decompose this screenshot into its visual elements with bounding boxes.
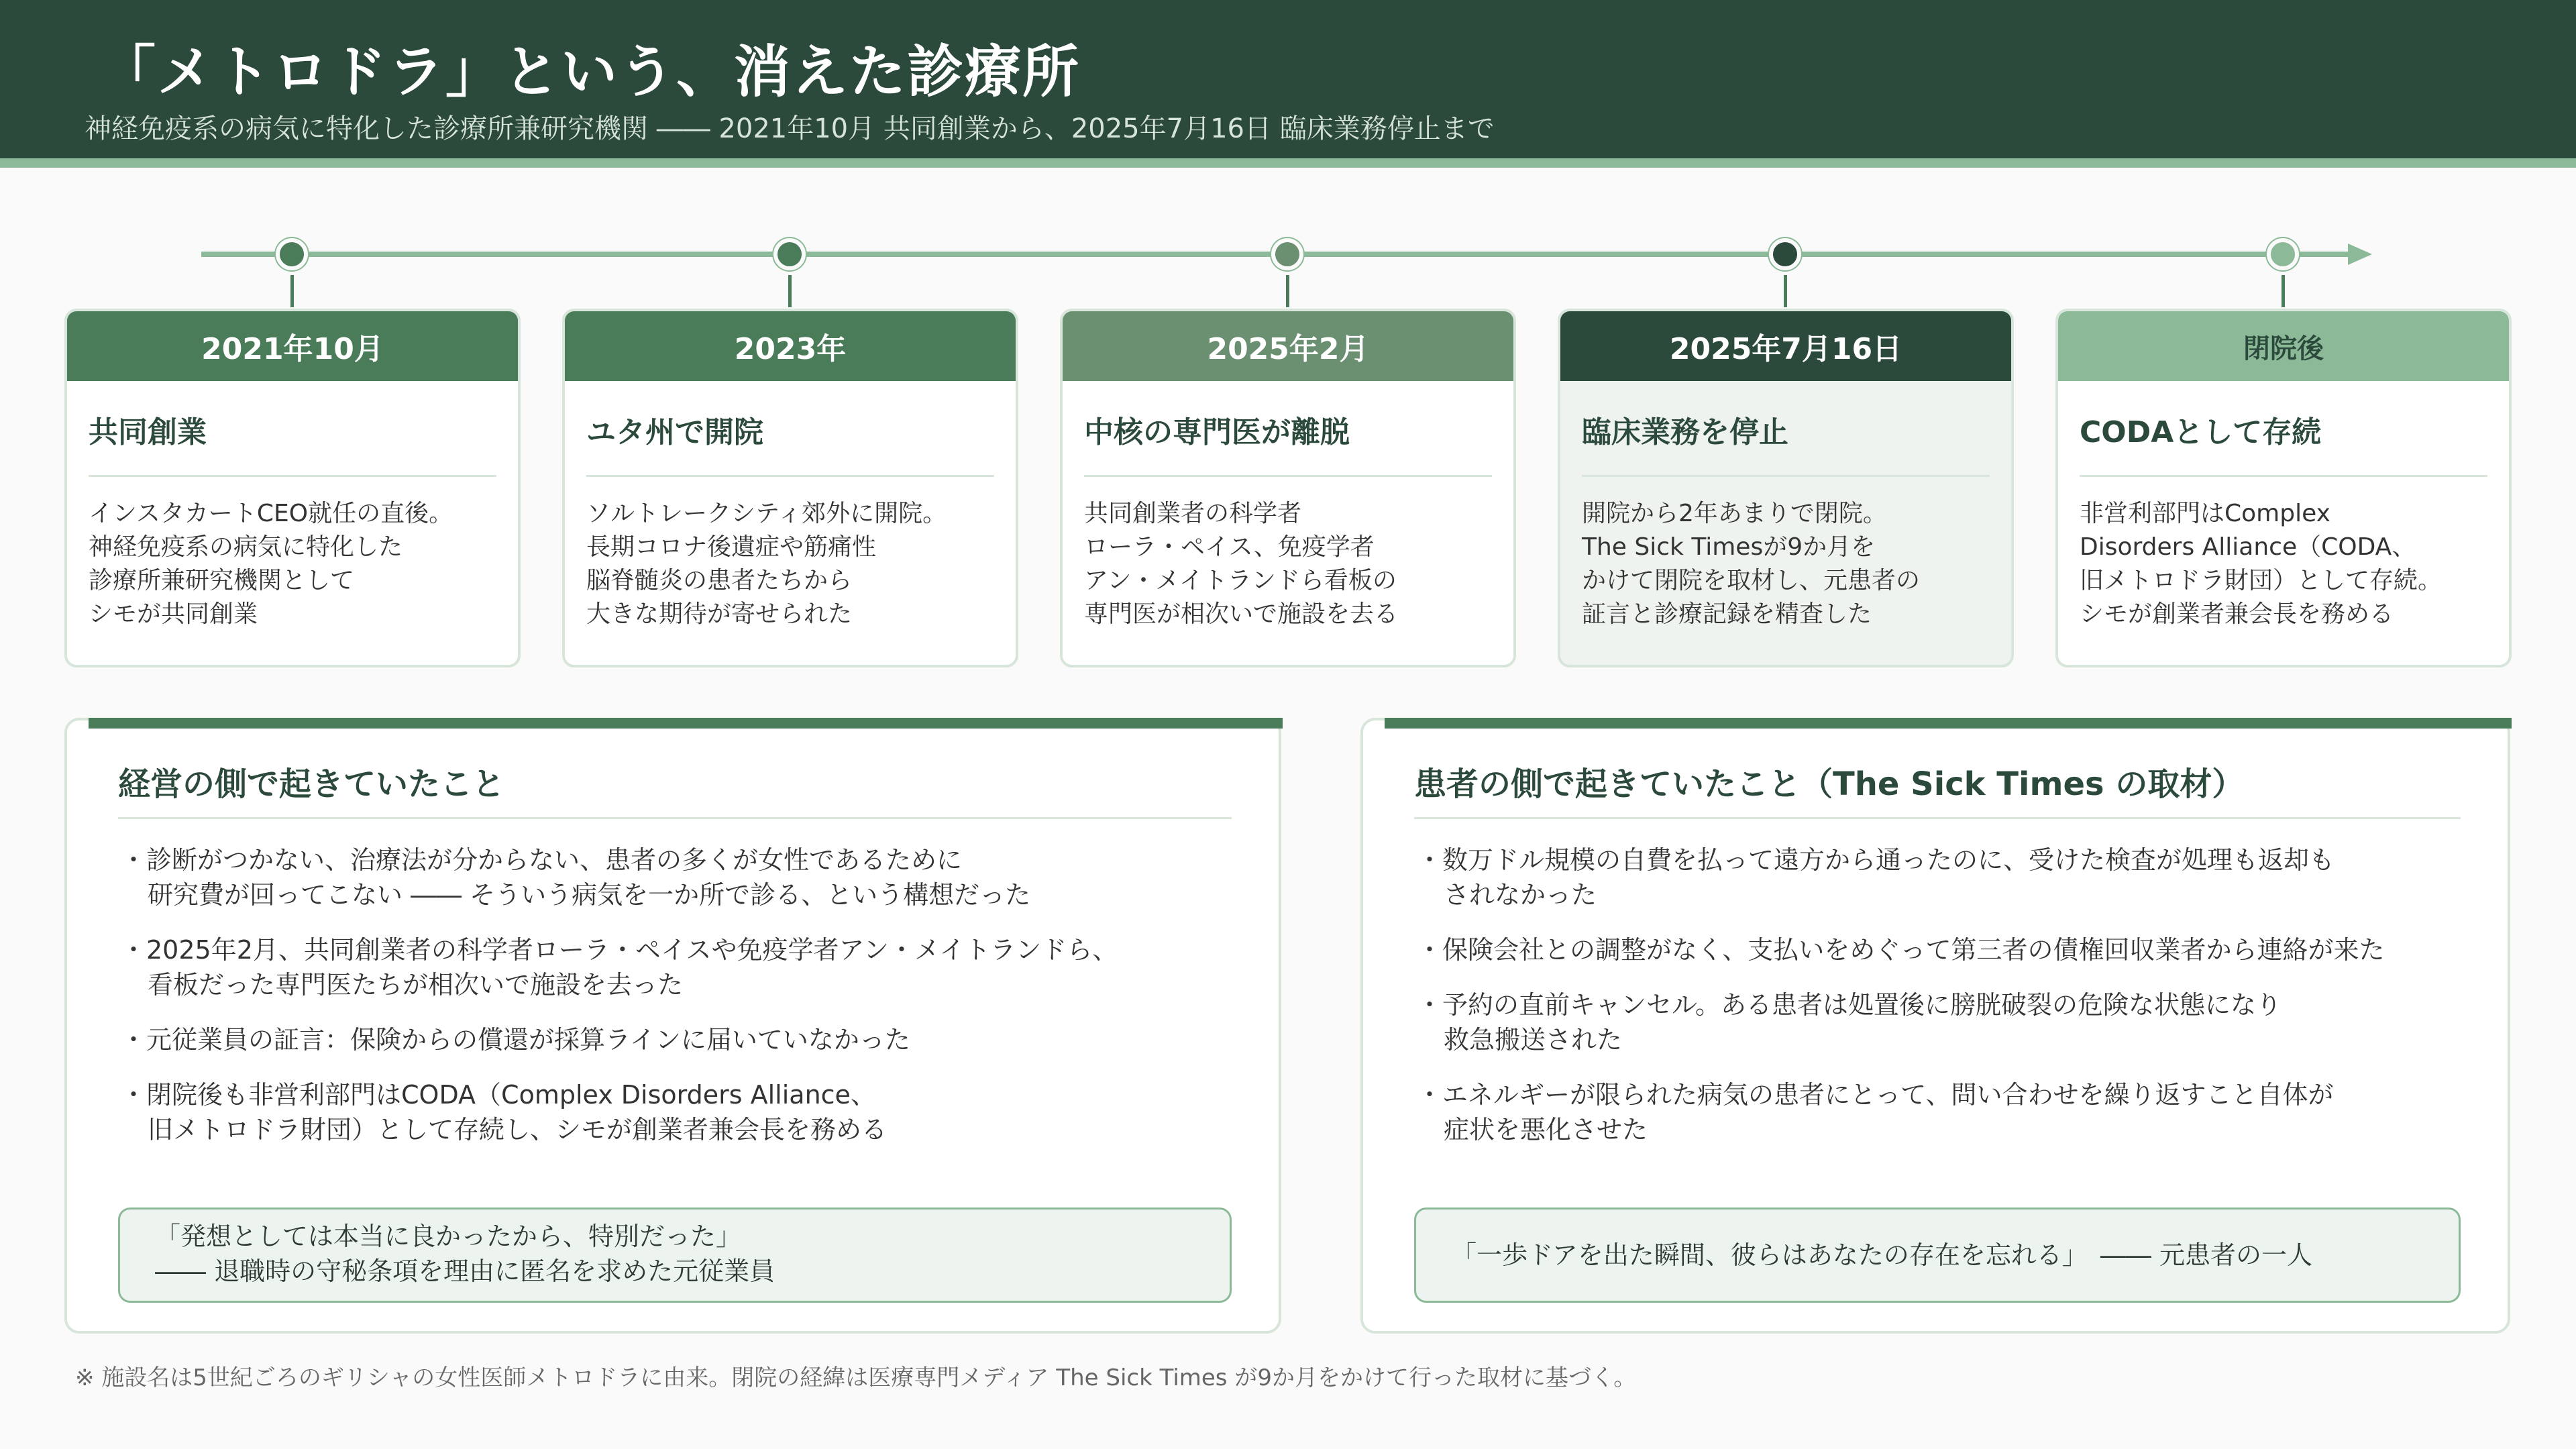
bullet-item — [1417, 987, 2384, 1057]
timeline-card — [64, 309, 521, 667]
bullet-line: ・エネルギーが限られた病気の患者にとって、問い合わせを繰り返すこと自体が — [1417, 1080, 2334, 1110]
card-body-line: アン・メイトランドら看板の — [1084, 567, 1397, 594]
card-date: 2025年7月16日 — [1560, 311, 2011, 381]
card-body-line: ローラ・ペイス、免疫学者 — [1084, 533, 1375, 561]
bullet-line: 旧メトロドラ財団）として存続し、シモが創業者兼会長を務める — [148, 1115, 888, 1144]
card-body — [1582, 497, 1990, 631]
timeline-connector — [788, 275, 792, 307]
panel-accent-bar — [1385, 718, 2512, 729]
bullet-line: ・診断がつかない、治療法が分からない、患者の多くが女性であるために — [121, 845, 963, 875]
card-title: ユタ州で開院 — [586, 408, 994, 477]
patients-quote — [1414, 1208, 2461, 1303]
timeline-dot — [2267, 238, 2299, 270]
bullet-item — [121, 843, 1118, 912]
bullet-item — [121, 932, 1118, 1002]
bullet-line: ・2025年2月、共同創業者の科学者ローラ・ペイスや免疫学者アン・メイトランドら、 — [121, 935, 1118, 965]
card-date: 2023年 — [565, 311, 1016, 381]
bullet-item — [121, 1077, 1118, 1147]
timeline-connector — [2282, 275, 2285, 307]
bullet-line: ・保険会社との調整がなく、支払いをめぐって第三者の債権回収業者から連絡が来た — [1417, 935, 2385, 965]
bullet-line: ・予約の直前キャンセル。ある患者は処置後に膀胱破裂の危険な状態になり — [1417, 990, 2282, 1020]
quote-line: ―― 退職時の守秘条項を理由に匿名を求めた元従業員 — [155, 1256, 775, 1286]
page-title: 「メトロドラ」という、消えた診療所 — [99, 39, 1081, 105]
panel-divider — [118, 817, 1232, 819]
card-body-line: 長期コロナ後遺症や筋痛性 — [586, 533, 877, 561]
bullet-item — [1417, 932, 2384, 967]
panel-accent-bar — [89, 718, 1283, 729]
card-body-line: Disorders Alliance（CODA、 — [2080, 533, 2416, 561]
bullet-item — [121, 1022, 1118, 1057]
header-banner — [0, 0, 2576, 158]
card-body-line: 専門医が相次いで施設を去る — [1084, 600, 1399, 628]
timeline-dot — [773, 238, 806, 270]
timeline-connector — [1286, 275, 1289, 307]
card-title: 中核の専門医が離脱 — [1084, 408, 1492, 477]
timeline-dot — [276, 238, 308, 270]
management-title: 経営の側で起きていたこと — [118, 765, 505, 803]
card-date: 2025年2月 — [1063, 311, 1513, 381]
card-body-line: 証言と診療記録を精査した — [1582, 600, 1872, 628]
timeline-dot — [1271, 238, 1303, 270]
card-body-line: 神経免疫系の病気に特化した — [89, 533, 403, 561]
bullet-line: 研究費が回ってこない ―― そういう病気を一か所で診る、という構想だった — [148, 880, 1031, 910]
bullet-line: ・閉院後も非営利部門はCODA（Complex Disorders Alliance、 — [121, 1080, 876, 1110]
timeline-arrow-icon — [2348, 244, 2372, 265]
management-bullet-list — [121, 843, 1118, 1167]
bullet-line: 看板だった専門医たちが相次いで施設を去った — [148, 970, 684, 1000]
card-body-line: 大きな期待が寄せられた — [586, 600, 853, 628]
page-subtitle: 神経免疫系の病気に特化した診療所兼研究機関 ―― 2021年10月 共同創業から、2025年7月16日 臨床業務停止まで — [85, 113, 1495, 144]
management-quote — [118, 1208, 1232, 1303]
timeline-dot — [1769, 238, 1801, 270]
bullet-item — [1417, 1077, 2384, 1147]
card-body-line: 開院から2年あまりで閉院。 — [1582, 500, 1887, 527]
card-body — [1084, 497, 1492, 631]
bullet-item — [1417, 843, 2384, 912]
card-body-line: The Sick Timesが9か月を — [1582, 533, 1876, 561]
card-title: 臨床業務を停止 — [1582, 408, 1990, 477]
timeline-connector — [290, 275, 294, 307]
card-body-line: シモが共同創業 — [89, 600, 258, 628]
bullet-line: されなかった — [1444, 880, 1597, 910]
card-title: 共同創業 — [89, 408, 496, 477]
timeline-connector — [1784, 275, 1787, 307]
card-body-line: インスタカートCEO就任の直後。 — [89, 500, 453, 527]
panel-divider — [1414, 817, 2461, 819]
card-body-line: 診療所兼研究機関として — [89, 567, 355, 594]
card-body-line: 共同創業者の科学者 — [1084, 500, 1302, 527]
patients-title: 患者の側で起きていたこと（The Sick Times の取材） — [1414, 765, 2245, 803]
quote-line: 「一歩ドアを出た瞬間、彼らはあなたの存在を忘れる」 ―― 元患者の一人 — [1451, 1240, 2312, 1270]
footnote: ※ 施設名は5世紀ごろのギリシャの女性医師メトロドラに由来。閉院の経緯は医療専門メディア The Sick Times が9か月をかけて行った取材に基づく。 — [75, 1364, 1637, 1391]
card-body — [586, 497, 994, 631]
card-body — [89, 497, 496, 631]
timeline-card — [1558, 309, 2014, 667]
card-date: 閉院後 — [2058, 311, 2509, 381]
card-body-line: ソルトレークシティ郊外に開院。 — [586, 500, 947, 527]
card-body-line: 非営利部門はComplex — [2080, 500, 2330, 527]
timeline-card — [562, 309, 1018, 667]
header-divider — [0, 158, 2576, 168]
bullet-line: ・数万ドル規模の自費を払って遠方から通ったのに、受けた検査が処理も返却も — [1417, 845, 2335, 875]
management-panel — [64, 718, 1281, 1334]
quote-line: 「発想としては本当に良かったから、特別だった」 — [155, 1222, 742, 1251]
patients-panel — [1360, 718, 2510, 1334]
card-body-line: かけて閉院を取材し、元患者の — [1582, 567, 1921, 594]
patients-bullet-list — [1417, 843, 2384, 1167]
bullet-line: ・元従業員の証言：保険からの償還が採算ラインに届いていなかった — [121, 1025, 910, 1055]
card-date: 2021年10月 — [67, 311, 518, 381]
card-body — [2080, 497, 2487, 631]
card-title: CODAとして存続 — [2080, 408, 2487, 477]
timeline-card — [1060, 309, 1516, 667]
bullet-line: 救急搬送された — [1444, 1025, 1623, 1055]
bullet-line: 症状を悪化させた — [1444, 1115, 1648, 1144]
card-body-line: 脳脊髄炎の患者たちから — [586, 567, 853, 594]
timeline-card — [2055, 309, 2512, 667]
card-body-line: シモが創業者兼会長を務める — [2080, 600, 2394, 628]
card-body-line: 旧メトロドラ財団）として存続。 — [2080, 567, 2443, 594]
